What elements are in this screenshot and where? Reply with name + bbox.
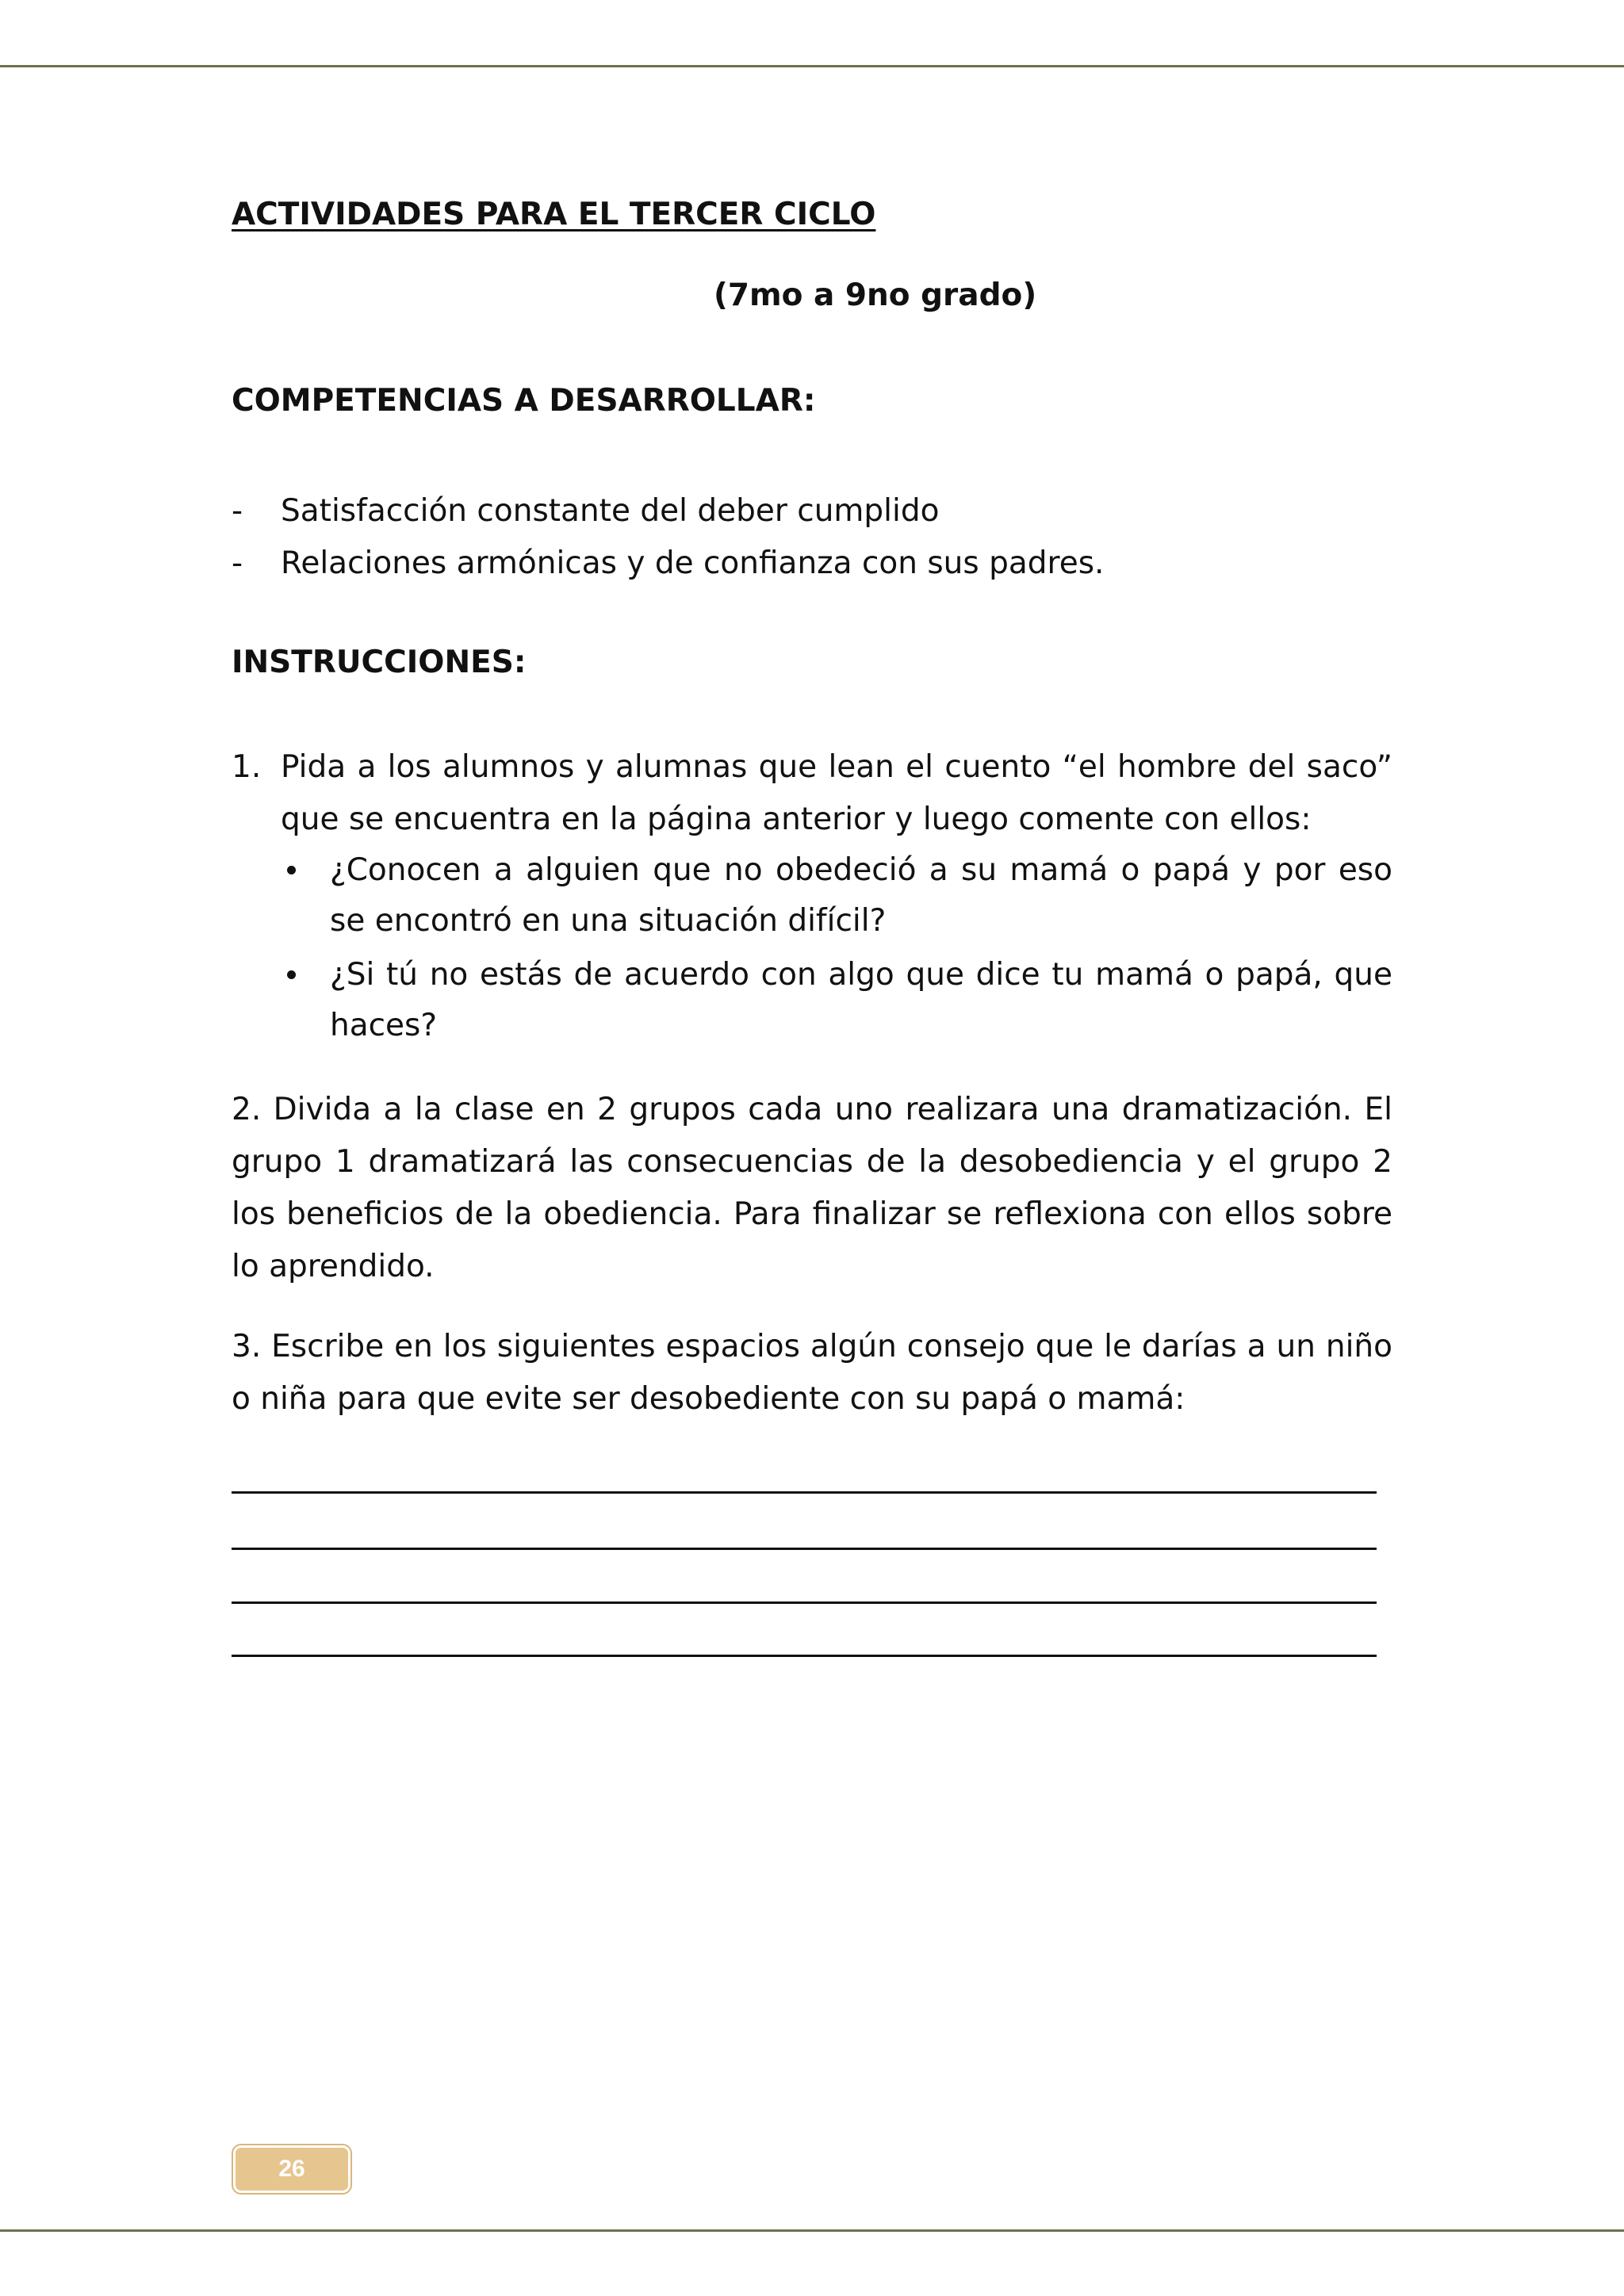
answer-line[interactable]: [232, 1548, 1377, 1550]
answer-line[interactable]: [232, 1491, 1377, 1494]
competencias-list: [232, 485, 1104, 590]
question-list: [281, 845, 1392, 1054]
question-text: ¿Conocen a alguien que no obedeció a su mamá o papá y por eso se encontró en una situación difícil?: [330, 852, 1392, 939]
question-item: [281, 845, 1392, 947]
dash-bullet: -: [232, 493, 243, 529]
competencia-item: [232, 485, 1104, 538]
instruction-number: 1.: [232, 749, 262, 785]
bullet-dot-icon: [287, 970, 296, 979]
competencia-text: Relaciones armónicas y de confianza con sus padres.: [281, 545, 1105, 581]
instruction-text: Pida a los alumnos y alumnas que lean el cuento “el hombre del saco” que se encuentra en la página anterior y luego comente con ellos:: [281, 749, 1392, 837]
instruction-item-2: 2. Divida a la clase en 2 grupos cada uno realizara una dramatización. El grupo 1 dramatizará las consecuencias de la desobediencia y el grupo 2 los beneficios de la obediencia. Para finalizar se reflexiona con ellos sobre lo aprendido.: [232, 1092, 1392, 1284]
question-text: ¿Si tú no estás de acuerdo con algo que dice tu mamá o papá, que haces?: [330, 957, 1392, 1043]
dash-bullet: -: [232, 545, 243, 581]
instrucciones-heading: INSTRUCCIONES:: [232, 645, 527, 680]
top-rule: [0, 65, 1624, 67]
answer-line[interactable]: [232, 1655, 1377, 1657]
competencia-text: Satisfacción constante del deber cumplido: [281, 493, 940, 529]
question-item: [281, 950, 1392, 1051]
page-number-badge: 26: [233, 2145, 350, 2193]
page-title: ACTIVIDADES PARA EL TERCER CICLO: [232, 197, 876, 232]
bottom-rule: [0, 2229, 1624, 2232]
bullet-dot-icon: [287, 866, 296, 874]
competencias-heading: COMPETENCIAS A DESARROLLAR:: [232, 383, 816, 419]
instruction-item-3: 3. Escribe en los siguientes espacios algún consejo que le darías a un niño o niña para que evite ser desobediente con su papá o mamá:: [232, 1329, 1392, 1417]
instruction-item-1: [232, 741, 1392, 846]
answer-line[interactable]: [232, 1601, 1377, 1604]
page-subtitle: (7mo a 9no grado): [714, 277, 1037, 313]
competencia-item: [232, 538, 1104, 590]
